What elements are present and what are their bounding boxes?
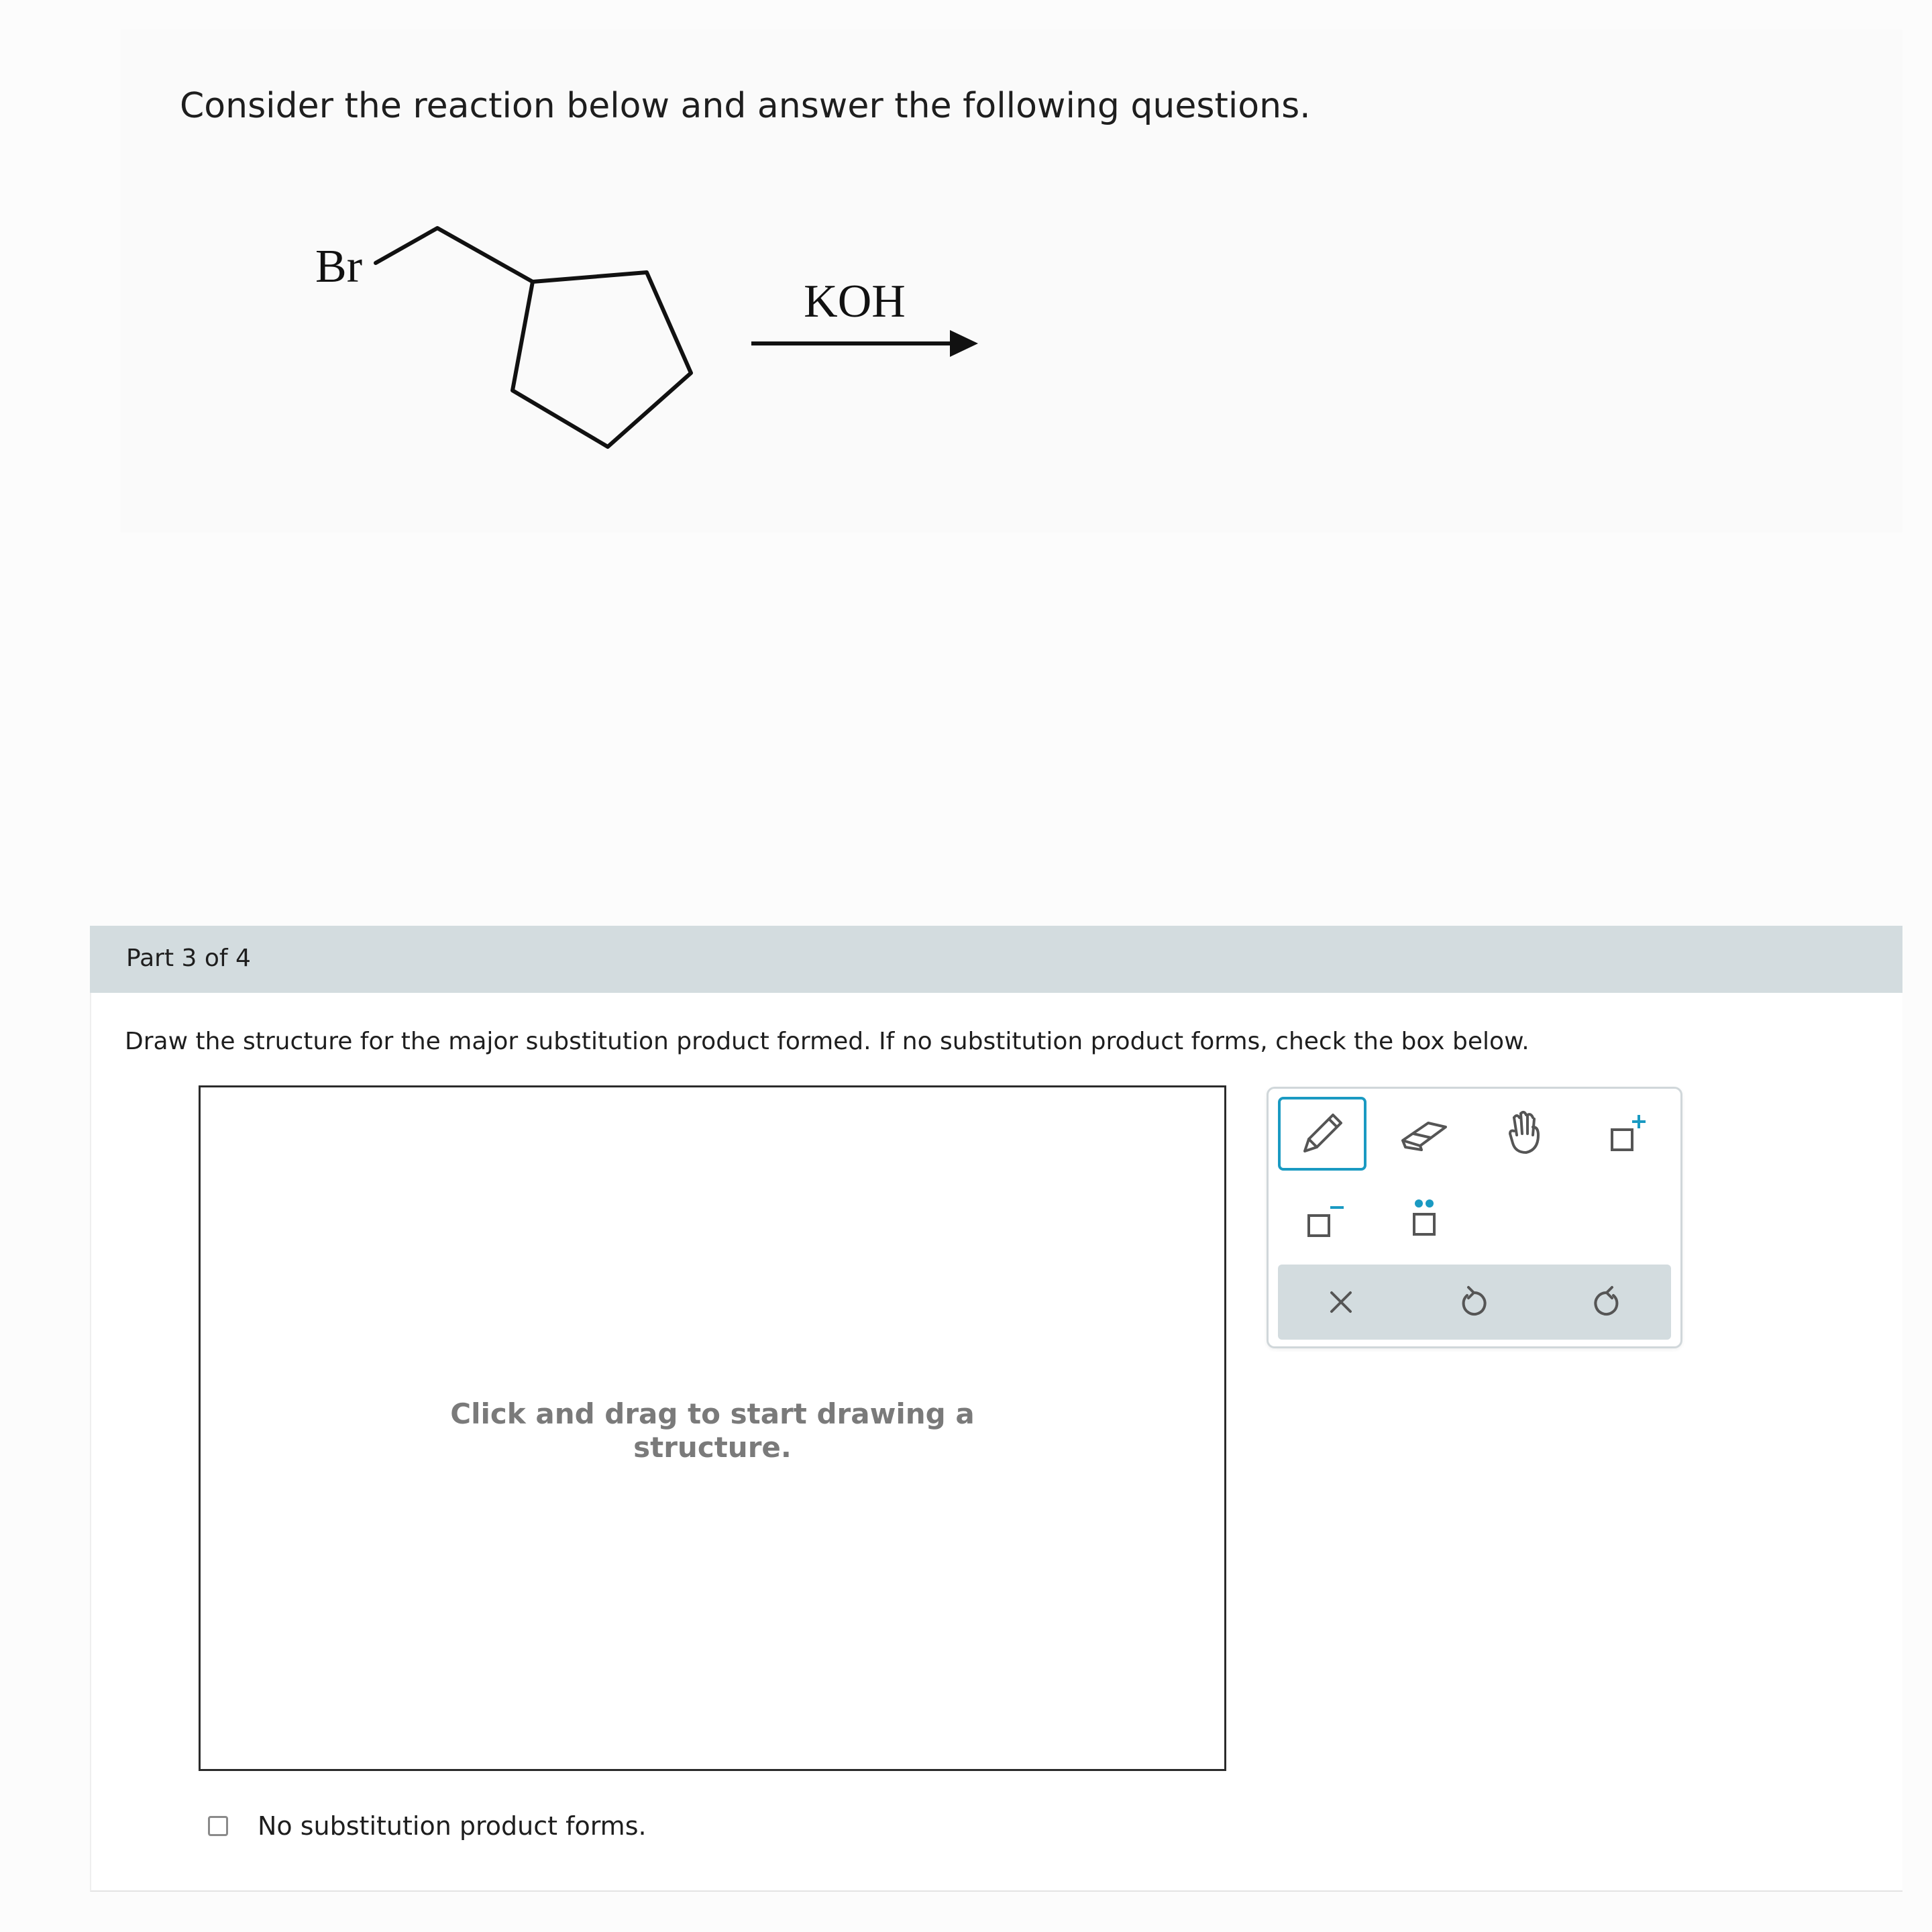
positive-charge-tool-button[interactable] (1584, 1097, 1672, 1171)
clear-button[interactable] (1301, 1265, 1381, 1340)
canvas-hint (201, 1397, 1224, 1464)
reaction-arrow-head (950, 330, 978, 357)
canvas-hint-line-1: Click and drag to start drawing a (450, 1397, 975, 1430)
positive-charge-icon (1601, 1107, 1655, 1161)
eraser-icon (1397, 1107, 1451, 1161)
lone-pair-tool-button[interactable] (1380, 1180, 1468, 1254)
cyclopentane-ring (513, 272, 691, 447)
hand-tool-button[interactable] (1482, 1097, 1570, 1171)
part-header (90, 926, 1902, 993)
clear-icon (1321, 1282, 1361, 1322)
negative-charge-icon (1295, 1190, 1349, 1244)
reactant-bromine-label: Br (315, 241, 362, 292)
drawing-toolbar (1267, 1087, 1682, 1348)
undo-button[interactable] (1434, 1265, 1514, 1340)
ch2-bonds (376, 228, 533, 282)
question-intro: Consider the reaction below and answer the following questions. (180, 86, 1311, 126)
canvas-hint-line-2: structure. (633, 1431, 792, 1464)
no-product-checkbox[interactable] (208, 1816, 228, 1836)
negative-charge-tool-button[interactable] (1278, 1180, 1366, 1254)
lone-pair-icon (1397, 1190, 1451, 1244)
part-label: Part 3 of 4 (126, 945, 251, 972)
redo-button[interactable] (1566, 1265, 1647, 1340)
reaction-scheme (295, 215, 1020, 470)
reactant-structure (376, 228, 691, 447)
part-instructions: Draw the structure for the major substitution product formed. If no substitution product forms, check the box below. (125, 1028, 1529, 1055)
pencil-icon (1295, 1107, 1349, 1161)
drawing-canvas[interactable] (199, 1085, 1226, 1771)
undo-icon (1454, 1282, 1494, 1322)
no-product-label: No substitution product forms. (258, 1811, 647, 1841)
redo-icon (1587, 1282, 1627, 1322)
pencil-tool-button[interactable] (1278, 1097, 1366, 1171)
no-product-option (208, 1811, 647, 1841)
eraser-tool-button[interactable] (1380, 1097, 1468, 1171)
reagent-label: KOH (804, 276, 906, 327)
action-bar (1278, 1265, 1671, 1340)
hand-icon (1499, 1107, 1553, 1161)
